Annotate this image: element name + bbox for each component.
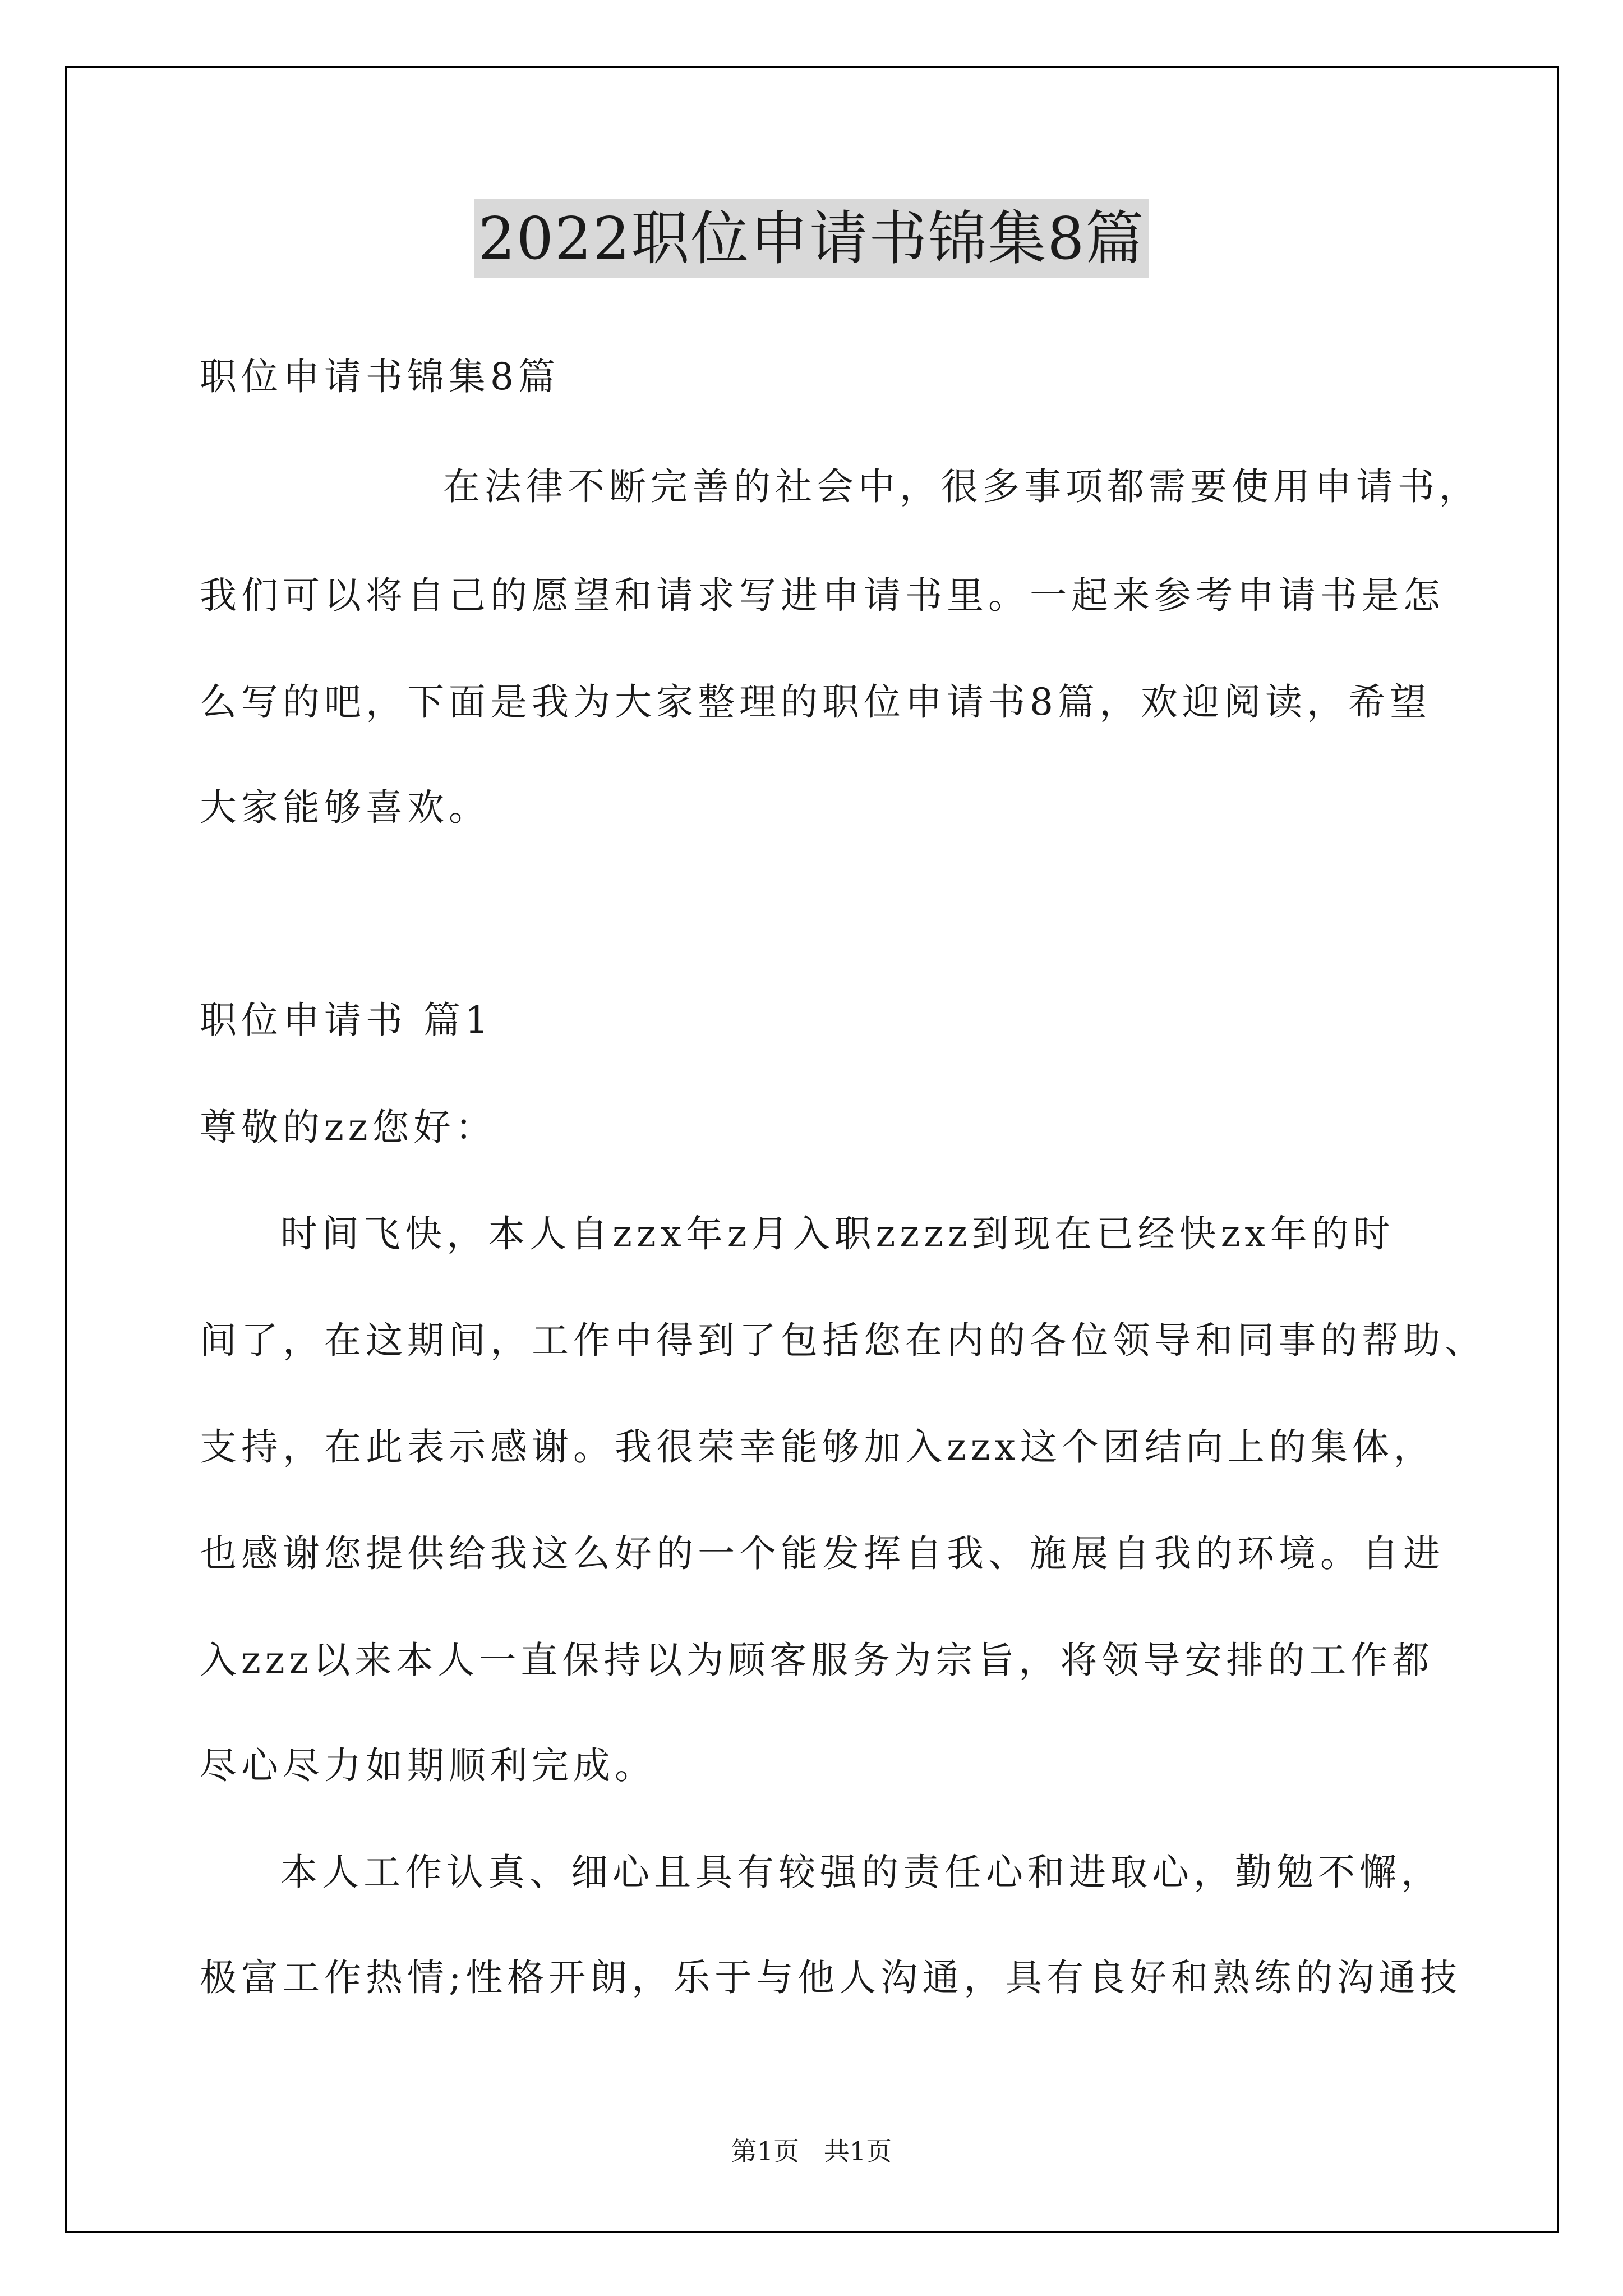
intro-line: 我们可以将自己的愿望和请求写进申请书里。一起来参考申请书是怎: [200, 574, 1445, 617]
salutation: 尊敬的zz您好：: [200, 1106, 497, 1149]
paragraph-line: 时间飞快，本人自zzx年z月入职zzzz到现在已经快zx年的时: [280, 1212, 1395, 1255]
intro-line: 么写的吧，下面是我为大家整理的职位申请书8篇，欢迎阅读，希望: [200, 680, 1431, 724]
intro-line: 大家能够喜欢。: [200, 786, 490, 829]
page-footer: 第1页 共1页: [731, 2136, 892, 2166]
document-subtitle: 职位申请书锦集8篇: [200, 355, 560, 398]
paragraph-line: 尽心尽力如期顺利完成。: [200, 1744, 656, 1787]
paragraph-line: 也感谢您提供给我这么好的一个能发挥自我、施展自我的环境。自进: [200, 1532, 1445, 1575]
document-title: 2022职位申请书锦集8篇: [474, 199, 1150, 278]
paragraph-line: 支持，在此表示感谢。我很荣幸能够加入zzx这个团结向上的集体，: [200, 1425, 1435, 1469]
paragraph-line: 入zzz以来本人一直保持以为顾客服务为宗旨，将领导安排的工作都: [200, 1639, 1434, 1682]
section-heading: 职位申请书 篇1: [200, 999, 493, 1042]
paragraph-line: 极富工作热情;性格开朗，乐于与他人沟通，具有良好和熟练的沟通技: [200, 1956, 1462, 1999]
title-container: [0, 199, 1623, 278]
paragraph-line: 本人工作认真、细心且具有较强的责任心和进取心，勤勉不懈，: [280, 1851, 1442, 1894]
intro-line: 在法律不断完善的社会中，很多事项都需要使用申请书，: [443, 465, 1481, 508]
paragraph-line: 间了，在这期间，工作中得到了包括您在内的各位领导和同事的帮助、: [200, 1319, 1486, 1362]
